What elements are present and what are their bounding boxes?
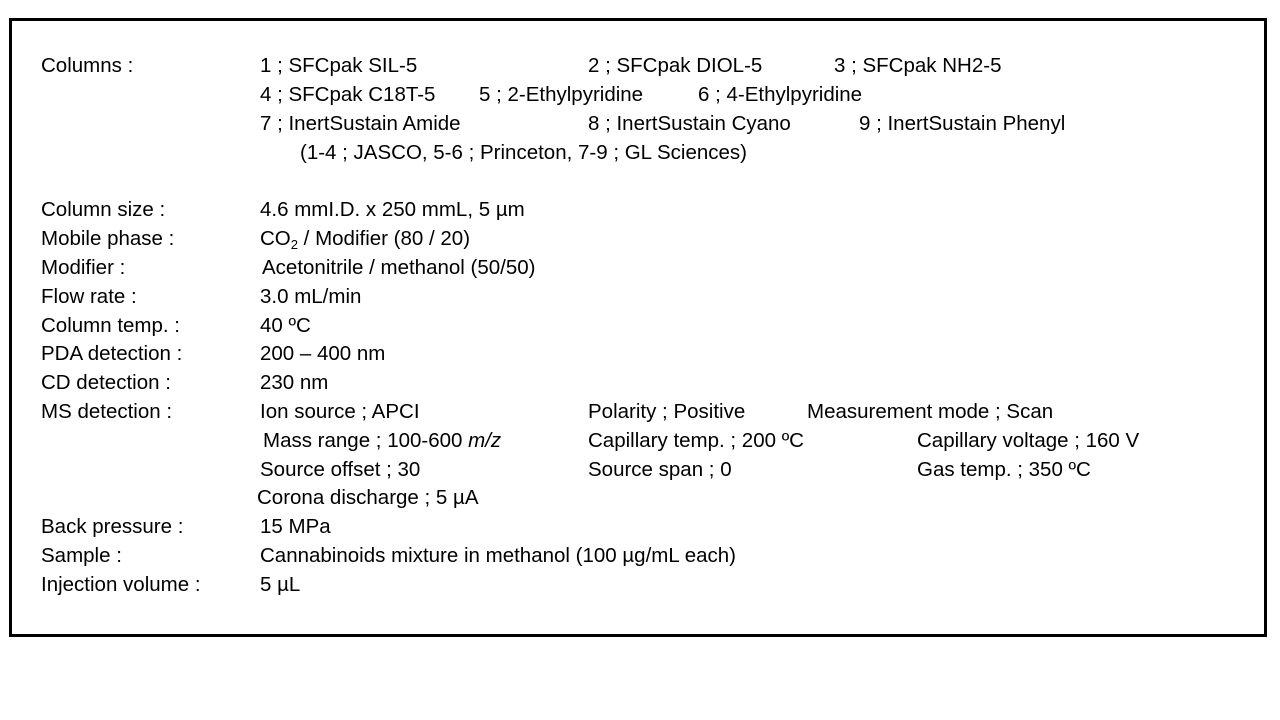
sample-value: Cannabinoids mixture in methanol (100 µg/mL each): [260, 544, 736, 567]
column-item-5: 5 ; 2-Ethylpyridine: [479, 83, 644, 106]
column-item-7: 7 ; InertSustain Amide: [260, 112, 461, 135]
ms-detection-label: MS detection :: [41, 400, 173, 423]
ms-source-span: Source span ; 0: [588, 458, 732, 481]
mobile-phase-label: Mobile phase :: [41, 227, 175, 250]
modifier-label: Modifier :: [41, 256, 126, 279]
back-pressure-label: Back pressure :: [41, 515, 184, 538]
pda-detection-label: PDA detection :: [41, 342, 183, 365]
cd-detection-value: 230 nm: [260, 371, 329, 394]
ms-measurement-mode: Measurement mode ; Scan: [807, 400, 1054, 423]
column-item-9: 9 ; InertSustain Phenyl: [859, 112, 1066, 135]
injection-volume-value: 5 µL: [260, 573, 301, 596]
cd-detection-label: CD detection :: [41, 371, 171, 394]
mobile-phase-co: CO: [260, 227, 291, 250]
mobile-phase-value: [260, 227, 470, 251]
column-item-4: 4 ; SFCpak C18T-5: [260, 83, 436, 106]
column-item-1: 1 ; SFCpak SIL-5: [260, 54, 418, 77]
flow-rate-label: Flow rate :: [41, 285, 137, 308]
modifier-value: Acetonitrile / methanol (50/50): [262, 256, 536, 279]
flow-rate-value: 3.0 mL/min: [260, 285, 362, 308]
sample-label: Sample :: [41, 544, 122, 567]
ms-mass-range-value: Mass range ; 100-600: [263, 429, 469, 452]
ms-mass-range-unit: m/z: [468, 429, 502, 452]
ms-mass-range: [263, 429, 501, 453]
column-item-8: 8 ; InertSustain Cyano: [588, 112, 791, 135]
ms-ion-source: Ion source ; APCI: [260, 400, 420, 423]
column-item-2: 2 ; SFCpak DIOL-5: [588, 54, 763, 77]
column-temp-label: Column temp. :: [41, 314, 180, 337]
column-size-label: Column size :: [41, 198, 166, 221]
ms-capillary-temp: Capillary temp. ; 200 ºC: [588, 429, 804, 452]
ms-polarity: Polarity ; Positive: [588, 400, 746, 423]
column-item-3: 3 ; SFCpak NH2-5: [834, 54, 1002, 77]
ms-gas-temp: Gas temp. ; 350 ºC: [917, 458, 1091, 481]
back-pressure-value: 15 MPa: [260, 515, 331, 538]
column-size-value: 4.6 mmI.D. x 250 mmL, 5 µm: [260, 198, 525, 221]
ms-source-offset: Source offset ; 30: [260, 458, 421, 481]
ms-corona-discharge: Corona discharge ; 5 µA: [257, 486, 479, 509]
mobile-phase-rest: / Modifier (80 / 20): [297, 227, 471, 250]
column-item-6: 6 ; 4-Ethylpyridine: [698, 83, 863, 106]
columns-source-note: (1-4 ; JASCO, 5-6 ; Princeton, 7-9 ; GL Sciences): [300, 141, 747, 164]
injection-volume-label: Injection volume :: [41, 573, 201, 596]
mobile-phase-subscript: 2: [290, 237, 298, 252]
ms-capillary-voltage: Capillary voltage ; 160 V: [917, 429, 1140, 452]
column-temp-value: 40 ºC: [260, 314, 311, 337]
pda-detection-value: 200 – 400 nm: [260, 342, 386, 365]
columns-label: Columns :: [41, 54, 134, 77]
